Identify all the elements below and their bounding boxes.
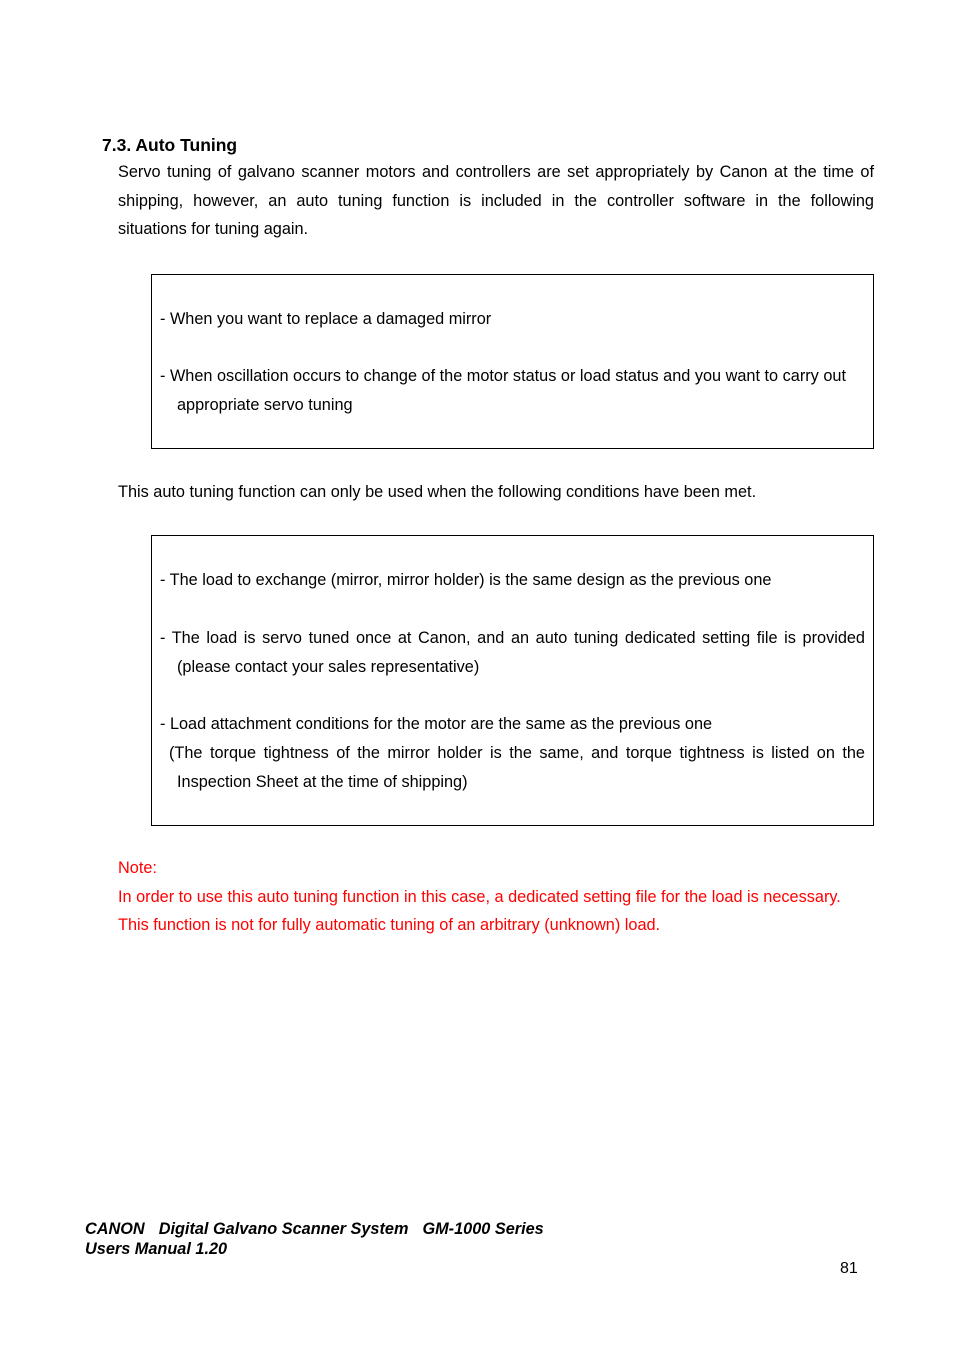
intro-line-2: shipping, however, an auto tuning function is included in the controller software in the following: [118, 191, 874, 210]
section-heading: 7.3. Auto Tuning: [102, 135, 238, 155]
condition-item-2: [160, 624, 865, 682]
condition-item-3-line-3: Inspection Sheet at the time of shipping): [177, 772, 468, 791]
situation-item-2-line-2: appropriate servo tuning: [177, 395, 353, 414]
condition-item-3-line-2: (The torque tightness of the mirror holder is the same, and torque tightness is listed on the: [169, 743, 865, 762]
footer: [85, 1219, 544, 1259]
page-number: 81: [840, 1260, 858, 1277]
condition-item-2-line-1: - The load is servo tuned once at Canon, and an auto tuning dedicated setting file is provided: [160, 629, 865, 647]
note-line-1: In order to use this auto tuning function in this case, a dedicated setting file for the load is necessary.: [118, 887, 841, 906]
situations-box: [151, 274, 874, 449]
intro-line-3: situations for tuning again.: [118, 220, 309, 239]
footer-product: Digital Galvano Scanner System: [158, 1220, 409, 1238]
footer-series: GM-1000 Series: [422, 1220, 544, 1238]
note-label: Note:: [118, 859, 157, 877]
situation-item-2: [160, 362, 865, 420]
footer-company: CANON: [85, 1220, 145, 1238]
intro-line-1: Servo tuning of galvano scanner motors and controllers are set appropriately by Canon at the time of: [118, 163, 874, 181]
condition-item-2-line-2: (please contact your sales representative): [177, 657, 480, 676]
intro-paragraph: [118, 158, 874, 244]
situation-item-2-line-1: - When oscillation occurs to change of the motor status or load status and you want to carry out: [160, 367, 846, 385]
condition-item-1: - The load to exchange (mirror, mirror holder) is the same design as the previous one: [160, 571, 772, 589]
situation-item-1: - When you want to replace a damaged mirror: [160, 310, 492, 328]
conditions-box: [151, 535, 874, 826]
note-block: [118, 854, 874, 940]
note-line-2: This function is not for fully automatic tuning of an arbitrary (unknown) load.: [118, 916, 661, 935]
footer-manual: Users Manual 1.20: [85, 1240, 228, 1258]
conditions-intro: This auto tuning function can only be used when the following conditions have been met.: [118, 483, 757, 501]
condition-item-3: [160, 710, 865, 796]
condition-item-3-line-1: - Load attachment conditions for the motor are the same as the previous one: [160, 715, 713, 733]
footer-title-line: [85, 1219, 544, 1239]
